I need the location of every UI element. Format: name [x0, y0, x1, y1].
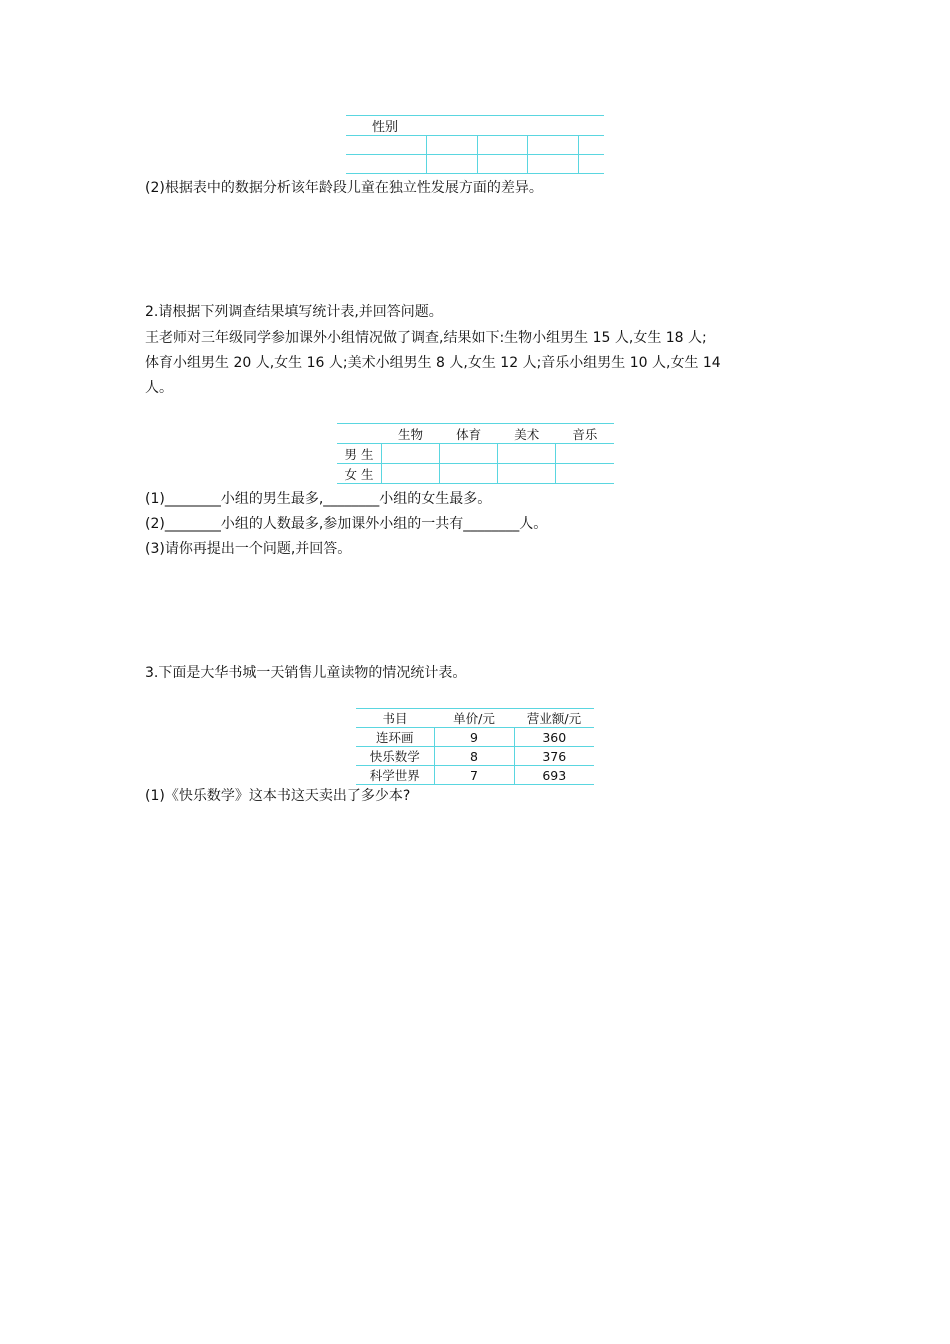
- table-row: [356, 766, 594, 785]
- row-label-girls: 女 生: [337, 464, 382, 484]
- table-cell: [498, 464, 556, 484]
- table-cell: 9: [434, 728, 514, 747]
- table-row: [356, 747, 594, 766]
- q2-para-line-1: 王老师对三年级同学参加课外小组情况做了调查,结果如下:生物小组男生 15 人,女生 18 人;: [145, 330, 707, 346]
- table-cell: [427, 155, 478, 174]
- table-header-cell: [337, 424, 382, 444]
- book-sales-table: [356, 708, 594, 785]
- row-label-boys: 男 生: [337, 444, 382, 464]
- table-cell: [498, 444, 556, 464]
- q3-title: 3.下面是大华书城一天销售儿童读物的情况统计表。: [145, 665, 467, 681]
- table-header-cell: 体育: [440, 424, 498, 444]
- table-cell: [556, 444, 614, 464]
- table-header-row: [356, 709, 594, 728]
- q1-part2-text: (2)根据表中的数据分析该年龄段儿童在独立性发展方面的差异。: [145, 180, 543, 196]
- table-cell: 360: [514, 728, 594, 747]
- table-cell: 7: [434, 766, 514, 785]
- q2-sub2: (2)________小组的人数最多,参加课外小组的一共有________人。: [145, 516, 548, 532]
- table-cell: [477, 155, 528, 174]
- table-header-row: [337, 424, 614, 444]
- table-cell: [579, 136, 604, 155]
- table-cell: 8: [434, 747, 514, 766]
- q3-sub1: (1)《快乐数学》这本书这天卖出了多少本?: [145, 788, 411, 804]
- table-row: [356, 728, 594, 747]
- q2-sub3: (3)请你再提出一个问题,并回答。: [145, 541, 352, 557]
- table-cell: [440, 444, 498, 464]
- q2-para-line-2: 体育小组男生 20 人,女生 16 人;美术小组男生 8 人,女生 12 人;音乐小组男生 10 人,女生 14: [145, 355, 721, 371]
- table-header-cell: 美术: [498, 424, 556, 444]
- gender-table-header: 性别: [346, 116, 604, 136]
- table-cell: [440, 464, 498, 484]
- q2-title: 2.请根据下列调查结果填写统计表,并回答问题。: [145, 304, 443, 320]
- table-cell: [528, 155, 579, 174]
- table-cell: [579, 155, 604, 174]
- table-cell: 快乐数学: [356, 747, 434, 766]
- table-cell: 连环画: [356, 728, 434, 747]
- table-cell: [477, 136, 528, 155]
- q2-para-line-3: 人。: [145, 380, 173, 396]
- table-cell: [528, 136, 579, 155]
- table-header-cell: 单价/元: [434, 709, 514, 728]
- table-header-cell: 音乐: [556, 424, 614, 444]
- table-header-cell: 生物: [382, 424, 440, 444]
- table-cell: [427, 136, 478, 155]
- table-row: [337, 464, 614, 484]
- table-header-cell: 书目: [356, 709, 434, 728]
- table-cell: 693: [514, 766, 594, 785]
- table-row: [337, 444, 614, 464]
- table-cell: [382, 464, 440, 484]
- table-cell: 376: [514, 747, 594, 766]
- gender-table: [346, 115, 604, 174]
- table-row: [346, 136, 604, 155]
- group-table: [337, 423, 614, 484]
- table-row: [346, 155, 604, 174]
- table-cell: [346, 155, 427, 174]
- table-cell: 科学世界: [356, 766, 434, 785]
- table-cell: [382, 444, 440, 464]
- table-cell: [556, 464, 614, 484]
- table-header-cell: 营业额/元: [514, 709, 594, 728]
- table-cell: [346, 136, 427, 155]
- q2-sub1: (1)________小组的男生最多,________小组的女生最多。: [145, 491, 492, 507]
